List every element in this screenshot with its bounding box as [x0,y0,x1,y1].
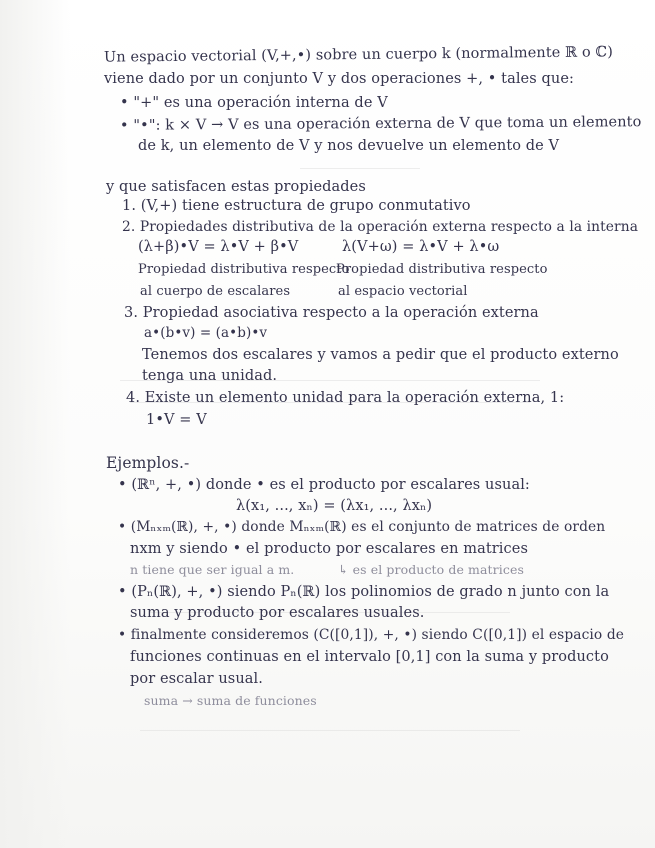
definition-line-2: viene dado por un conjunto V y dos operaciones +, • tales que: [104,71,574,87]
example-matrices: • (Mₙₓₘ(ℝ), +, •) donde Mₙₓₘ(ℝ) es el conjunto de matrices de orden [118,519,606,535]
property-2-formula-vectors: λ(V+ω) = λ•V + λ•ω [342,239,500,255]
example-continuous-functions: • finalmente consideremos (C([0,1]), +, •) siendo C([0,1]) el espacio de [118,627,625,643]
bleed-through-mark [300,168,420,169]
property-1: 1. (V,+) tiene estructura de grupo conmutativo [122,198,471,214]
property-4-formula: 1•V = V [146,412,207,428]
definition-line-1: Un espacio vectorial (V,+,•) sobre un cuerpo k (normalmente ℝ o ℂ) [103,44,614,66]
property-2-note-scalars-2: al cuerpo de escalares [140,284,291,299]
page-edge-shadow [0,0,70,848]
example-continuous-functions-note: suma → suma de funciones [144,693,317,708]
example-rn: • (ℝⁿ, +, •) donde • es el producto por escalares usual: [118,477,530,493]
example-matrices-continuation: nxm y siendo • el producto por escalares en matrices [130,541,528,557]
example-polynomials-continuation: suma y producto por escalares usuales. [130,605,425,621]
property-2-note-vectors-2: al espacio vectorial [338,284,468,299]
example-rn-formula: λ(x₁, ..., xₙ) = (λx₁, ..., λxₙ) [236,498,433,514]
property-4: 4. Existe un elemento unidad para la operación externa, 1: [126,390,565,406]
property-3-note-1: Tenemos dos escalares y vamos a pedir que el producto externo [142,347,619,363]
property-2: 2. Propiedades distributiva de la operación externa respecto a la interna [122,219,639,235]
property-2-formula-scalars: (λ+β)•V = λ•V + β•V [138,239,299,255]
property-3-note-2: tenga una unidad. [142,368,278,384]
operation-internal-bullet: • "+" es una operación interna de V [120,95,388,111]
example-continuous-functions-continuation: funciones continuas en el intervalo [0,1] con la suma y producto [130,649,609,665]
example-matrices-note-left: n tiene que ser igual a m. [130,562,295,577]
operation-external-bullet: • "•": k × V → V es una operación externa de V que toma un elemento [119,114,642,134]
properties-intro: y que satisfacen estas propiedades [106,179,366,195]
property-3-formula: a•(b•v) = (a•b)•v [144,325,268,341]
example-matrices-note-right: ↳ es el producto de matrices [338,562,524,577]
property-2-note-vectors-1: Propiedad distributiva respecto [336,262,548,277]
example-polynomials: • (Pₙ(ℝ), +, •) siendo Pₙ(ℝ) los polinomios de grado n junto con la [118,584,610,600]
example-continuous-functions-end: por escalar usual. [130,671,263,687]
operation-external-continuation: de k, un elemento de V y nos devuelve un elemento de V [138,138,560,154]
examples-heading: Ejemplos.- [106,454,190,472]
bleed-through-mark [140,730,520,731]
property-3: 3. Propiedad asociativa respecto a la operación externa [124,305,539,321]
property-2-note-scalars-1: Propiedad distributiva respecto [138,262,350,277]
